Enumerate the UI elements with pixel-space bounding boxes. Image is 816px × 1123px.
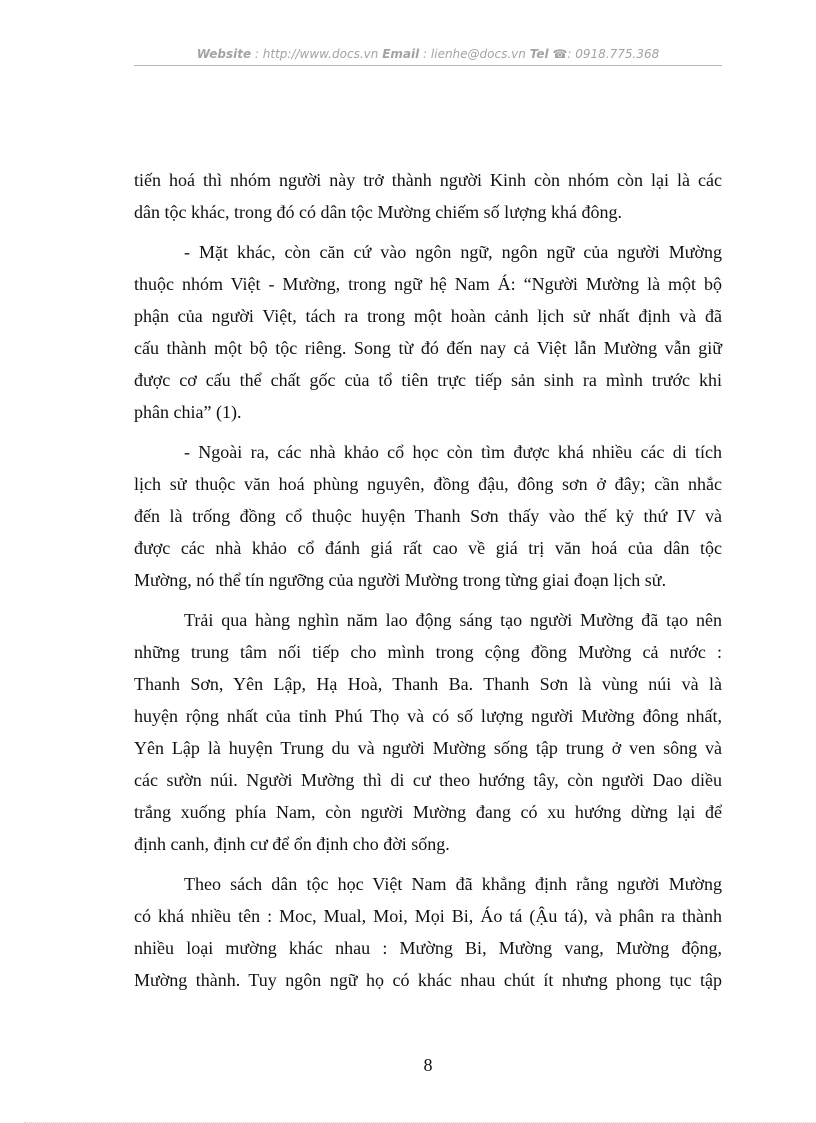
- text-line: định canh, định cư để ổn định cho đời sống.: [134, 834, 450, 854]
- text-line: có khá nhiều tên : Moc, Mual, Moi, Mọi Bi, Áo tá (Ậu tá), và phân ra thành: [134, 906, 722, 926]
- text-line: thuộc nhóm Việt - Mường, trong ngữ hệ Nam Á: “Người Mường là một bộ: [134, 274, 722, 294]
- website-value: : http://www.docs.vn: [254, 47, 379, 61]
- text-line: cấu thành một bộ tộc riêng. Song từ đó đến nay cả Việt lẫn Mường vẫn giữ: [134, 338, 722, 358]
- text-line: Thanh Sơn, Yên Lập, Hạ Hoà, Thanh Ba. Thanh Sơn là vùng núi và là: [134, 674, 722, 694]
- text-line: những trung tâm nối tiếp cho mình trong cộng đồng Mường cả nước :: [134, 642, 722, 662]
- website-label: Website: [196, 47, 252, 61]
- email-label: Email: [382, 47, 420, 61]
- text-line: đến là trống đồng cổ thuộc huyện Thanh Sơn thấy vào thế kỷ thứ IV và: [134, 506, 722, 526]
- text-line: - Mặt khác, còn căn cứ vào ngôn ngữ, ngôn ngữ của người Mường: [184, 242, 722, 262]
- text-line: trắng xuống phía Nam, còn người Mường đang có xu hướng dừng lại để: [134, 802, 722, 822]
- phone-icon: ☎: [552, 47, 568, 61]
- body-text: [134, 164, 722, 996]
- tel-value: : 0918.775.368: [567, 47, 660, 61]
- text-line: Yên Lập là huyện Trung du và người Mường sống tập trung ở ven sông và: [134, 738, 722, 758]
- text-line: nhiều loại mường khác nhau : Mường Bi, Mường vang, Mường động,: [134, 938, 722, 958]
- text-line: tiến hoá thì nhóm người này trở thành người Kinh còn nhóm còn lại là các: [134, 170, 722, 190]
- tel-label: Tel: [529, 47, 549, 61]
- text-line: dân tộc khác, trong đó có dân tộc Mường chiếm số lượng khá đông.: [134, 202, 622, 222]
- header-divider: [134, 65, 722, 66]
- text-line: - Ngoài ra, các nhà khảo cổ học còn tìm được khá nhiều các di tích: [184, 442, 722, 462]
- text-line: được các nhà khảo cổ đánh giá rất cao về giá trị văn hoá của dân tộc: [134, 538, 722, 558]
- text-line: huyện rộng nhất của tỉnh Phú Thọ và có số lượng người Mường đông nhất,: [134, 706, 722, 726]
- text-line: phận của người Việt, tách ra trong một hoàn cảnh lịch sử nhất định và đã: [134, 306, 722, 326]
- text-line: Trải qua hàng nghìn năm lao động sáng tạo người Mường đã tạo nên: [184, 610, 722, 630]
- text-line: phân chia” (1).: [134, 402, 242, 422]
- text-line: các sườn núi. Người Mường thì di cư theo hướng tây, còn người Dao diều: [134, 770, 722, 790]
- email-value: : lienhe@docs.vn: [423, 47, 526, 61]
- text-line: Theo sách dân tộc học Việt Nam đã khẳng định rằng người Mường: [184, 874, 722, 894]
- text-line: được cơ cấu thể chất gốc của tổ tiên trực tiếp sản sinh ra mình trước khi: [134, 370, 722, 390]
- text-line: Mường, nó thể tín ngưỡng của người Mường trong từng giai đoạn lịch sử.: [134, 570, 667, 590]
- text-line: lịch sử thuộc văn hoá phùng nguyên, đồng đậu, đông sơn ở đây; cần nhắc: [134, 474, 722, 494]
- page-header: [134, 47, 722, 61]
- text-line: Mường thành. Tuy ngôn ngữ họ có khác nhau chút ít nhưng phong tục tập: [134, 970, 722, 990]
- page-number: 8: [423, 1055, 433, 1075]
